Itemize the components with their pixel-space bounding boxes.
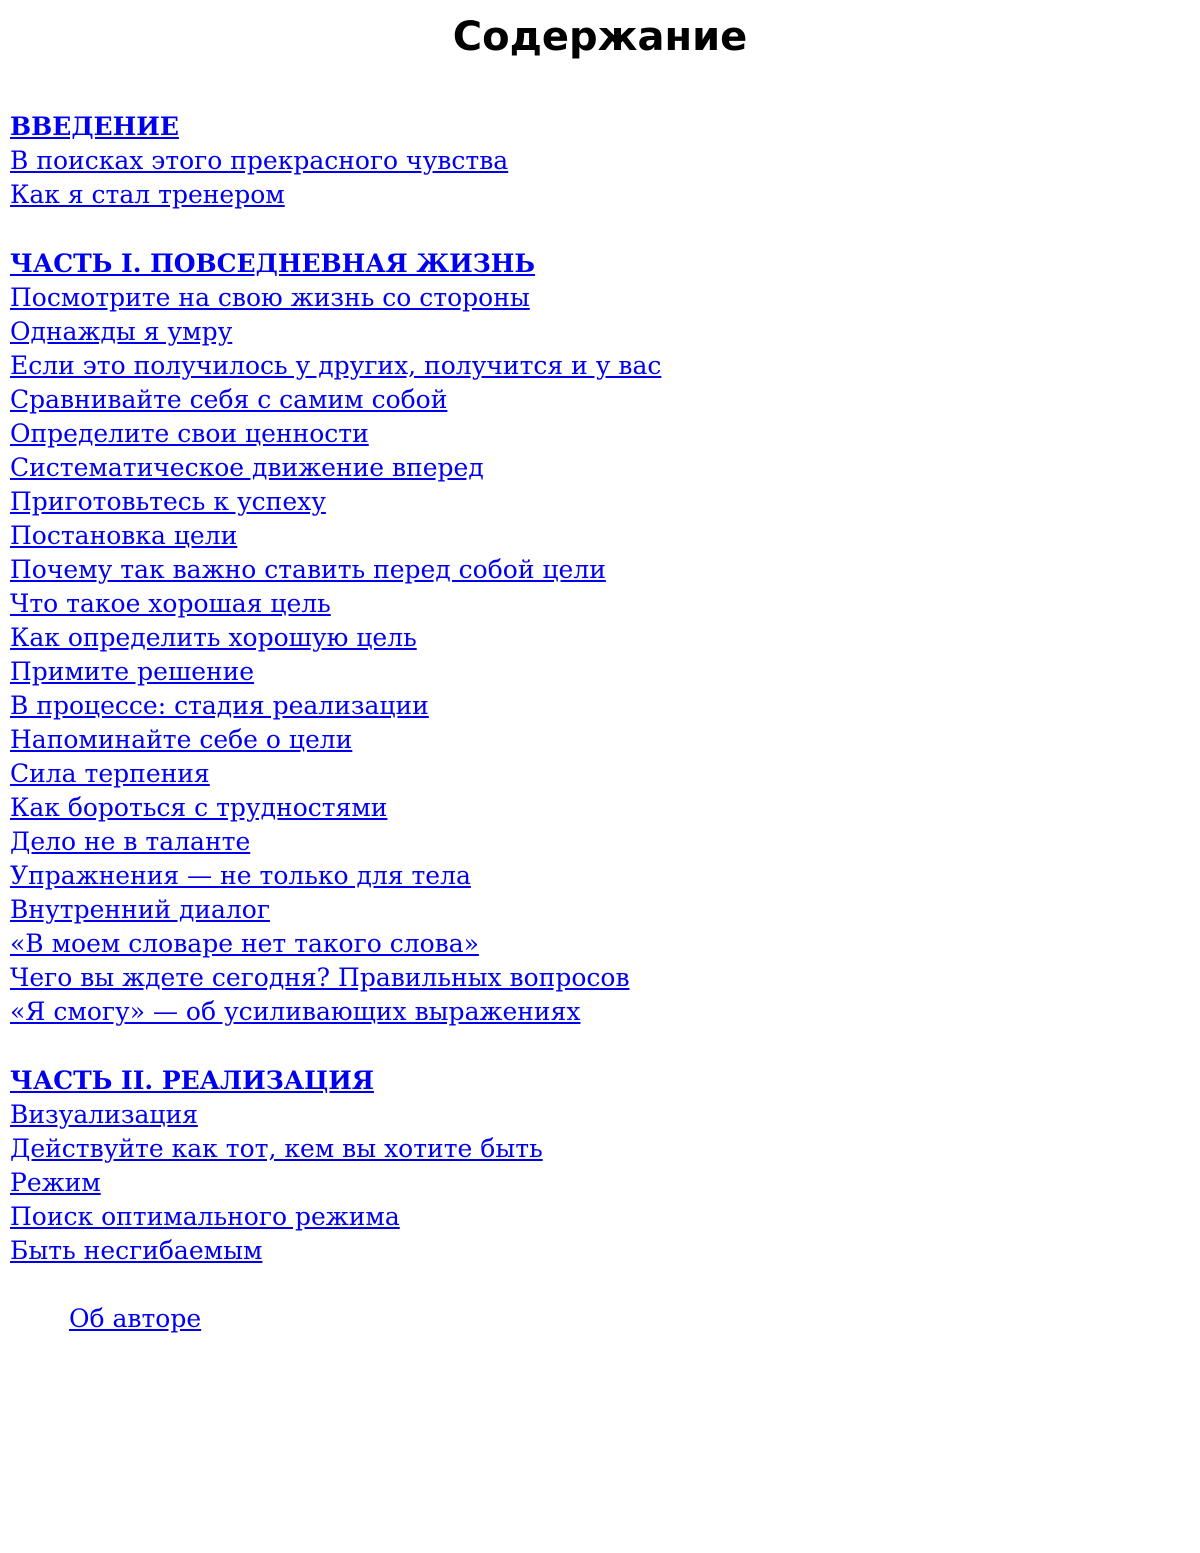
toc-link[interactable]: Систематическое движение вперед <box>10 453 484 482</box>
toc-link[interactable]: Определите свои ценности <box>10 419 369 448</box>
toc-link[interactable]: «В моем словаре нет такого слова» <box>10 929 479 958</box>
toc-link[interactable]: Приготовьтесь к успеху <box>10 487 326 516</box>
toc-link[interactable]: Упражнения — не только для тела <box>10 861 471 890</box>
toc-link[interactable]: Внутренний диалог <box>10 895 270 924</box>
toc-link[interactable]: Примите решение <box>10 657 255 686</box>
toc-heading-part1[interactable]: ЧАСТЬ I. ПОВСЕДНЕВНАЯ ЖИЗНЬ <box>10 249 536 278</box>
toc-link[interactable]: В процессе: стадия реализации <box>10 691 429 720</box>
toc-link[interactable]: Почему так важно ставить перед собой цели <box>10 555 606 584</box>
toc-section-part1 <box>10 247 1180 1029</box>
toc-link-about-author[interactable]: Об авторе <box>69 1304 202 1333</box>
toc-link[interactable]: Чего вы ждете сегодня? Правильных вопросов <box>10 963 630 992</box>
toc-link[interactable]: Сила терпения <box>10 759 210 788</box>
toc-link[interactable]: Сравнивайте себя с самим собой <box>10 385 448 414</box>
toc-link[interactable]: Быть несгибаемым <box>10 1236 263 1265</box>
toc-section-part2 <box>10 1064 1180 1268</box>
toc-link[interactable]: Дело не в таланте <box>10 827 251 856</box>
toc-link[interactable]: Что такое хорошая цель <box>10 589 331 618</box>
toc-heading-part2[interactable]: ЧАСТЬ II. РЕАЛИЗАЦИЯ <box>10 1066 374 1095</box>
table-of-contents <box>10 110 1180 1303</box>
toc-heading-intro[interactable]: ВВЕДЕНИЕ <box>10 112 179 141</box>
toc-link[interactable]: Поиск оптимального режима <box>10 1202 400 1231</box>
toc-link[interactable]: Посмотрите на свою жизнь со стороны <box>10 283 530 312</box>
toc-link[interactable]: Если это получилось у других, получится и у вас <box>10 351 662 380</box>
toc-link[interactable]: Напоминайте себе о цели <box>10 725 353 754</box>
toc-link[interactable]: Визуализация <box>10 1100 198 1129</box>
toc-link[interactable]: Действуйте как тот, кем вы хотите быть <box>10 1134 543 1163</box>
toc-section-intro <box>10 110 1180 212</box>
toc-link[interactable]: Режим <box>10 1168 101 1197</box>
toc-link[interactable]: Как определить хорошую цель <box>10 623 417 652</box>
toc-link[interactable]: Однажды я умру <box>10 317 233 346</box>
page-title: Содержание <box>452 14 748 60</box>
toc-link[interactable]: «Я смогу» — об усиливающих выражениях <box>10 997 581 1026</box>
toc-link[interactable]: В поисках этого прекрасного чувства <box>10 146 509 175</box>
toc-link[interactable]: Как я стал тренером <box>10 180 285 209</box>
toc-link[interactable]: Как бороться с трудностями <box>10 793 388 822</box>
toc-link[interactable]: Постановка цели <box>10 521 238 550</box>
